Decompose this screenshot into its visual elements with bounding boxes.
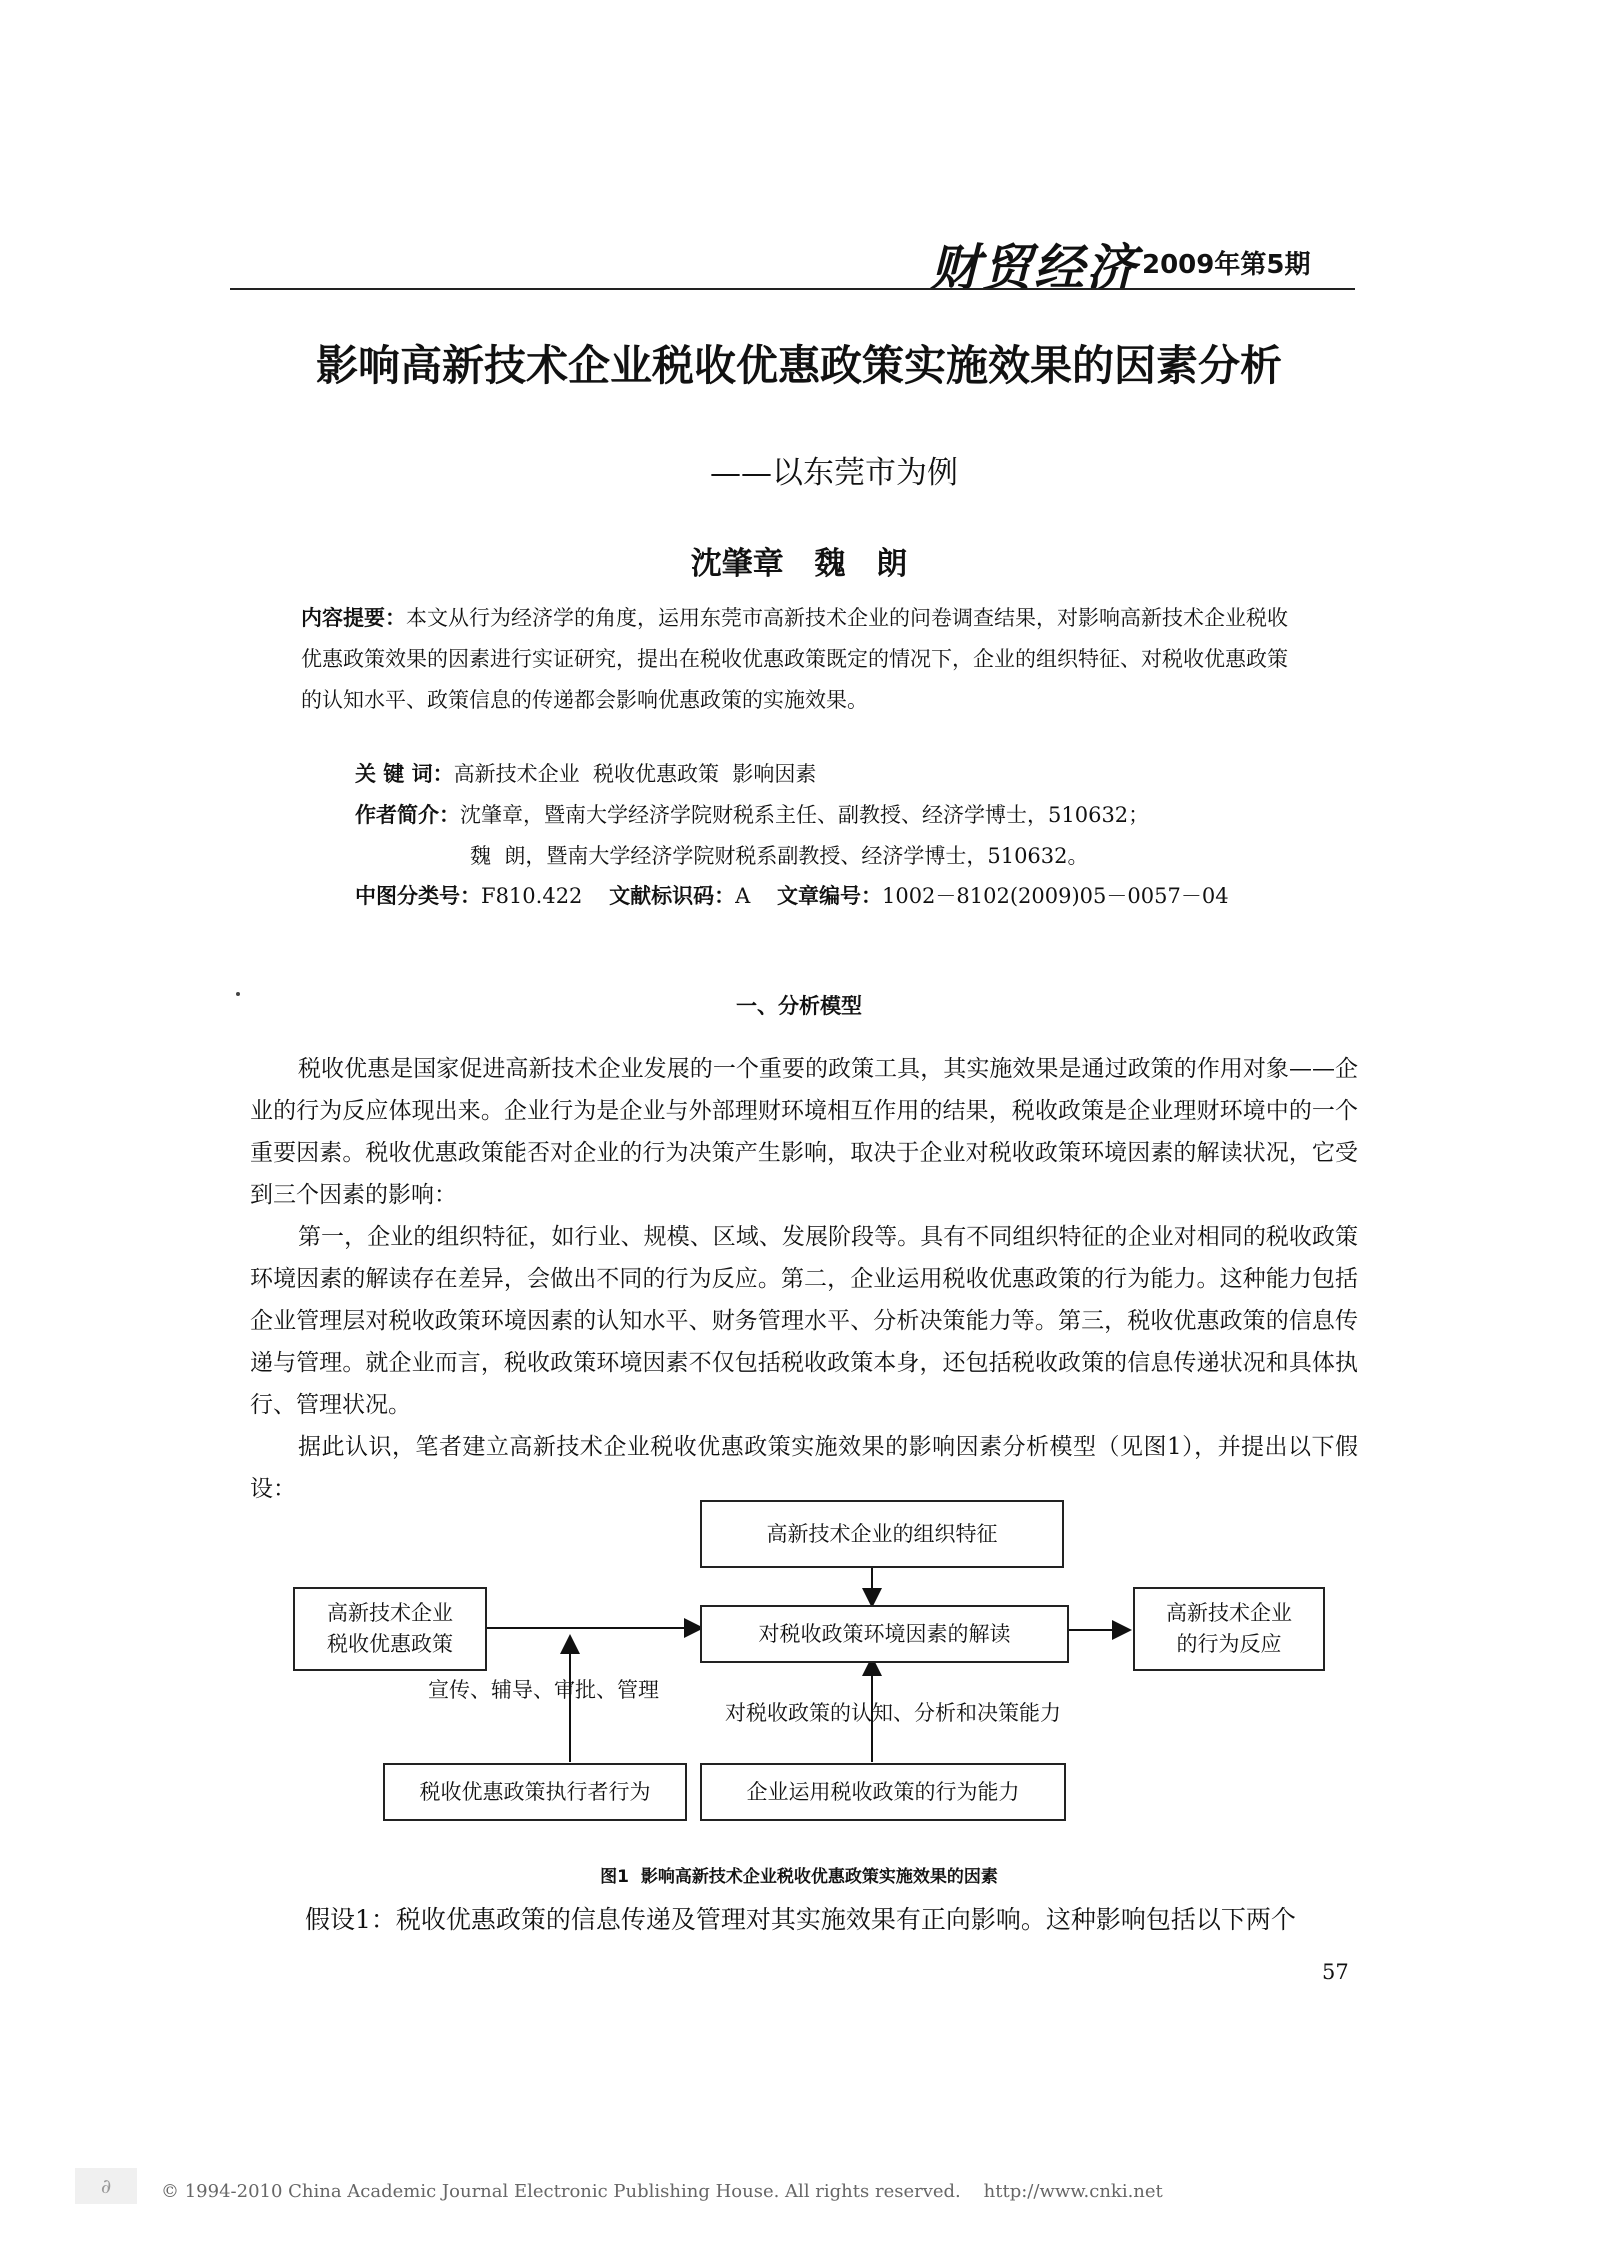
cnki-logo-icon: ∂: [75, 2168, 137, 2204]
figure-caption: 图1 影响高新技术企业税收优惠政策实施效果的因素: [600, 1867, 998, 1887]
doc-code-label: 文献标识码：: [609, 884, 736, 908]
box-interpretation: [700, 1605, 1069, 1663]
journal-issue: 2009年第5期: [1142, 250, 1311, 280]
keywords-label: 关 键 词：: [355, 762, 454, 786]
box-tax-policy-line1: 高新技术企业: [327, 1601, 453, 1625]
box-behavior-ability: [700, 1763, 1066, 1821]
clc-label: 中图分类号：: [355, 884, 481, 908]
paragraph: 税收优惠是国家促进高新技术企业发展的一个重要的政策工具，其实施效果是通过政策的作用对象——企业的行为反应体现出来。企业行为是企业与外部理财环境相互作用的结果，税收政策是企业理财环境中的一个重要因素。税收优惠政策能否对企业的行为决策产生影响，取决于企业对税收政策环境因素的解读状况，它受到三个因素的影响：: [250, 1056, 1358, 1208]
box-org-features: [700, 1500, 1064, 1568]
section-heading: 一、分析模型: [736, 994, 862, 1018]
article-subtitle: ——以东莞市为例: [710, 455, 958, 491]
article-title: 影响高新技术企业税收优惠政策实施效果的因素分析: [315, 341, 1282, 390]
doc-code-value: A: [735, 884, 751, 908]
article-number-label: 文章编号：: [776, 884, 882, 908]
footer-copyright: © 1994-2010 China Academic Journal Electronic Publishing House. All rights reserved. http://www.cnki.net: [161, 2181, 1163, 2202]
author-intro-label: 作者简介：: [355, 803, 460, 827]
abstract-text: 本文从行为经济学的角度，运用东莞市高新技术企业的问卷调查结果，对影响高新技术企业税收优惠政策效果的因素进行实证研究，提出在税收优惠政策既定的情况下，企业的组织特征、对税收优惠政策的认知水平、政策信息的传递都会影响优惠政策的实施效果。: [301, 606, 1288, 712]
article-number-value: 1002－8102(2009)05－0057－04: [881, 884, 1229, 908]
paragraph: 第一，企业的组织特征，如行业、规模、区域、发展阶段等。具有不同组织特征的企业对相同的税收政策环境因素的解读存在差异，会做出不同的行为反应。第二，企业运用税收优惠政策的行为能力。这种能力包括企业管理层对税收政策环境因素的认知水平、财务管理水平、分析决策能力等。第三，税收优惠政策的信息传递与管理。就企业而言，税收政策环境因素不仅包括税收政策本身，还包括税收政策的信息传递状况和具体执行、管理状况。: [250, 1224, 1358, 1418]
abstract-label: 内容提要：: [301, 606, 406, 630]
box-executor-behavior: [383, 1763, 687, 1821]
box-behavior-response-line2: 的行为反应: [1176, 1632, 1282, 1656]
author-intro-line1: 沈肇章，暨南大学经济学院财税系主任、副教授、经济学博士，510632；: [460, 803, 1150, 827]
box-behavior-response: [1133, 1587, 1325, 1671]
label-capacity: 对税收政策的认知、分析和决策能力: [725, 1701, 1061, 1725]
box-executor-behavior-label: 税收优惠政策执行者行为: [419, 1779, 651, 1804]
box-interpretation-label: 对税收政策环境因素的解读: [758, 1621, 1011, 1646]
box-tax-policy-line2: 税收优惠政策: [327, 1632, 453, 1656]
hypothesis-1: 假设1：税收优惠政策的信息传递及管理对其实施效果有正向影响。这种影响包括以下两个: [305, 1905, 1296, 1934]
clc-value: F810.422: [481, 884, 583, 908]
box-behavior-response-line1: 高新技术企业: [1166, 1601, 1292, 1625]
keywords-text: 高新技术企业 税收优惠政策 影响因素: [453, 762, 817, 786]
label-publicity: 宣传、辅导、审批、管理: [428, 1678, 659, 1702]
author-intro-line2: 魏 朗，暨南大学经济学院财税系副教授、经济学博士，510632。: [470, 844, 1089, 868]
authors: 沈肇章 魏 朗: [690, 546, 908, 582]
box-tax-policy: [293, 1587, 487, 1671]
box-behavior-ability-label: 企业运用税收政策的行为能力: [746, 1779, 1020, 1804]
journal-name: 财贸经济: [930, 238, 1138, 297]
paragraph: 据此认识，笔者建立高新技术企业税收优惠政策实施效果的影响因素分析模型（见图1），并提出以下假设：: [250, 1434, 1358, 1502]
box-org-features-label: 高新技术企业的组织特征: [766, 1521, 998, 1546]
page-number: 57: [1322, 1960, 1349, 1984]
